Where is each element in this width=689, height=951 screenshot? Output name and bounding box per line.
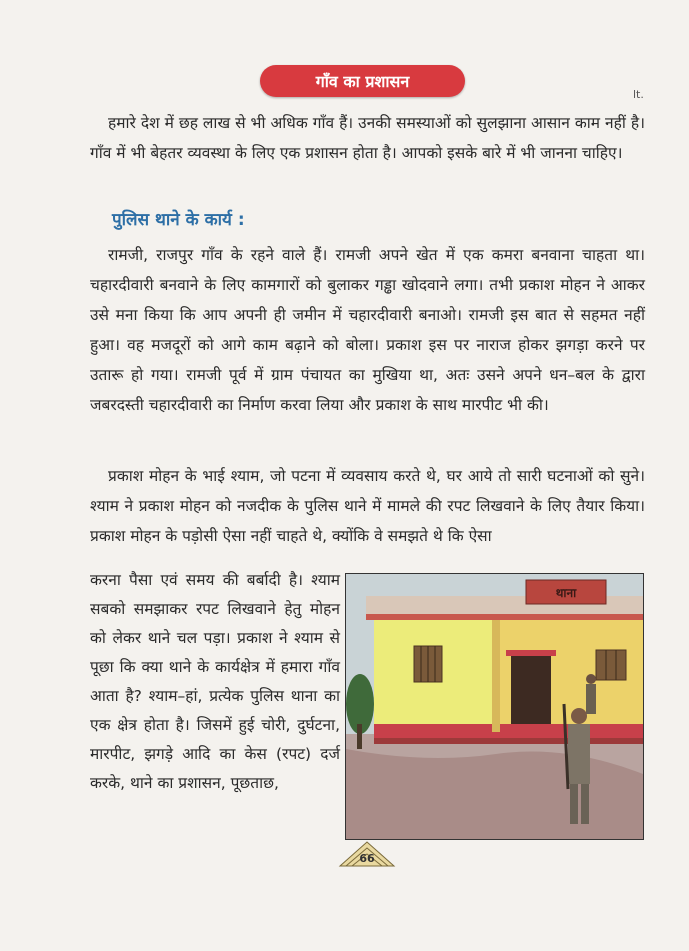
chapter-title-text: गाँव का प्रशासन	[315, 72, 410, 91]
chapter-title	[260, 65, 465, 97]
station-sign-text: थाना	[555, 586, 577, 600]
intro-paragraph: हमारे देश में छह लाख से भी अधिक गाँव हैं। उनकी समस्याओं को सुलझाना आसान काम नहीं है। गाँव में भी बेहतर व्यवस्था के लिए एक प्रशासन होता है। आपको इसके बारे में भी जानना चाहिए।	[90, 114, 645, 162]
story-paragraph-3: करना पैसा एवं समय की बर्बादी है। श्याम सबको समझाकर रपट लिखवाने हेतु मोहन को लेकर थाने चल पड़ा। प्रकाश ने श्याम से पूछा कि क्या थाने के कार्यक्षेत्र में हमारा गाँव आता है? श्याम–हां, प्रत्येक पुलिस थाना का एक क्षेत्र होता है। जिसमें हुई चोरी, दुर्घटना, मारपीट, झगड़े आदि का केस (रपट) दर्ज करके, थाने का प्रशासन, पूछताछ,	[90, 571, 340, 792]
story-paragraph-2: प्रकाश मोहन के भाई श्याम, जो पटना में व्यवसाय करते थे, घर आये तो सारी घटनाओं को सुने। श्याम ने प्रकाश मोहन को नजदीक के पुलिस थाने में मामले की रपट लिखवाने के लिए तैयार किया। प्रकाश मोहन के पड़ोसी ऐसा नहीं चाहते थे, क्योंकि वे समझते थे कि ऐसा	[90, 467, 645, 545]
page-number: 66	[359, 852, 375, 865]
section-heading: पुलिस थाने के कार्य :	[112, 210, 245, 230]
story-paragraph-1: रामजी, राजपुर गाँव के रहने वाले हैं। रामजी अपने खेत में एक कमरा बनवाना चाहता था। चहारदीवारी बनवाने के लिए कामगारों को बुलाकर गड्ढा खोदवाने लगा। तभी प्रकाश मोहन ने आकर उसे मना किया कि आप अपनी ही जमीन में चहारदीवारी बनाओ। रामजी इस बात से सहमत नहीं हुआ। वह मजदूरों को आगे काम बढ़ाने को बोला। प्रकाश इस पर नाराज होकर झगड़ा करने पर उतारू हो गया। रामजी पूर्व में ग्राम पंचायत का मुखिया था, अतः उसने अपने धन–बल के द्वारा जबरदस्ती चहारदीवारी का निर्माण करवा लिया और प्रकाश के साथ मारपीट भी की।	[90, 246, 645, 414]
police-station-illustration	[345, 573, 644, 840]
corner-mark: lt.	[633, 88, 644, 101]
